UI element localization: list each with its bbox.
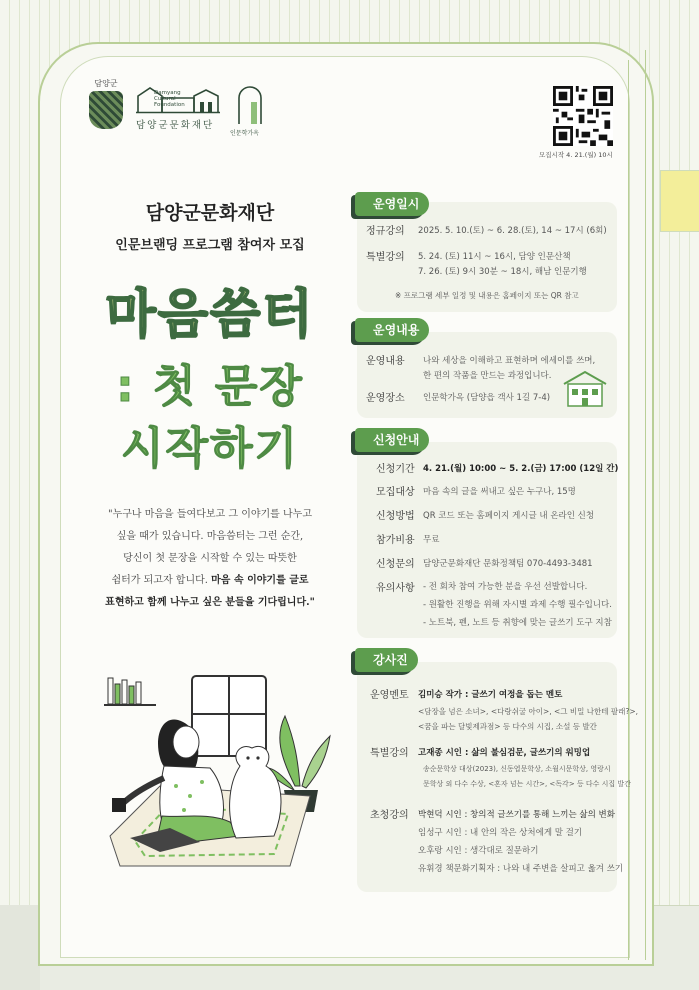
bookshelf-icon: [104, 678, 156, 705]
period-value: 4. 21.(월) 10:00 ~ 5. 2.(금) 17:00 (12일 간): [423, 464, 619, 474]
mentor-desc-1: <담장을 넘은 소녀>, <다랑쉬굴 아이>, <그 비밀 나한테 팔래?>,: [418, 707, 639, 716]
place-value: 인문학가옥 (담양읍 객사 1길 7-4): [423, 393, 551, 403]
inmun-house-name: 인문학가옥: [230, 130, 259, 137]
headline-line3: 시작하기: [120, 423, 299, 474]
damyang-seal-icon: [89, 91, 123, 129]
special-lecturer-desc-1: 송순문학상 대상(2023), 신동엽문학상, 소월시문학상, 영랑시: [423, 765, 611, 773]
window-icon: [192, 676, 266, 756]
arch-door-icon: [235, 84, 265, 126]
headline-line1: 마음씀터: [105, 285, 315, 345]
invited-label: 초청강의: [370, 810, 409, 821]
method-value: QR 코드 또는 홈페이지 게시글 내 온라인 신청: [423, 511, 595, 521]
invited-lecturer-3: 오후랑 시인 : 생각대로 질문하기: [418, 846, 539, 856]
content-value-1: 나와 세상을 이해하고 표현하며 에세이를 쓰며,: [423, 356, 596, 366]
contact-value: 담양군문화재단 문화정책팀 070-4493-3481: [423, 559, 593, 569]
fee-label: 참가비용: [376, 535, 415, 546]
note-2: - 원활한 진행을 위해 자시별 과제 수행 필수입니다.: [423, 600, 612, 610]
intro-quote: "누구나 마음을 들여다보고 그 이야기를 나누고 싶을 때가 있습니다. 마음씀터는 그런 순간, 당신이 첫 문장을 시작할 수 있는 따뜻한 쉼터가 되고자 합니다. 마음 속 이야기를 글로 표현하고 함께 나누고 싶은 분들을 기다립니다.": [105, 509, 315, 608]
organization-title: 담양군문화재단: [145, 202, 275, 224]
special-lecture-label: 특별강의: [366, 252, 405, 263]
house-building-icon: [562, 370, 608, 408]
reading-woman-illustration: [90, 666, 350, 876]
content-label: 운영내용: [366, 356, 405, 367]
method-label: 신청방법: [376, 511, 415, 522]
mentor-desc-2: <꿈을 파는 달빛제과점> 등 다수의 시집, 소설 등 발간: [418, 722, 597, 731]
special-lecturer-desc-2: 문학상 외 다수 수상, <혼자 넘는 시간>, <독각> 등 다수 시집 발간: [423, 780, 631, 788]
invited-lecturer-4: 유휘경 책문화기획자 : 나와 내 주변을 살피고 옮겨 쓰기: [418, 864, 624, 874]
floor-left-shadow: [0, 905, 40, 990]
notes-label: 유의사항: [376, 583, 415, 594]
side-tab-decoration: [660, 170, 699, 232]
special-lecturer-name: 고재종 시인 : 삶의 불심검문, 글쓰기의 워밍업: [418, 748, 591, 758]
lecturers-heading: 강사진: [355, 648, 418, 672]
special-lecture-value-1: 5. 24. (토) 11시 ~ 16시, 담양 인문산책: [418, 252, 571, 262]
schedule-heading: 운영일시: [355, 192, 429, 216]
damyang-logo: [86, 78, 126, 134]
regular-lecture-value: 2025. 5. 10.(토) ~ 6. 28.(토), 14 ~ 17시 (6회): [418, 226, 607, 236]
frame-edge-line-inner: [628, 60, 629, 960]
note-3: - 노트북, 펜, 노트 등 취향에 맞는 글쓰기 도구 지참: [423, 618, 612, 628]
schedule-note: ※ 프로그램 세부 일정 및 내용은 홈페이지 또는 QR 참고: [395, 291, 579, 300]
target-label: 모집대상: [376, 487, 415, 498]
cultural-foundation-logo: [136, 86, 222, 138]
place-label: 운영장소: [366, 393, 405, 404]
foundation-korean-name: 담양군문화재단: [136, 120, 215, 131]
inmun-house-logo: [230, 84, 270, 136]
apply-heading: 신청안내: [355, 428, 429, 452]
invited-lecturer-2: 임성구 시인 : 내 안의 작은 상처에게 말 걸기: [418, 828, 583, 838]
mentor-name: 김미승 작가 : 글쓰기 여정을 돕는 멘토: [418, 690, 563, 700]
content-heading: 운영내용: [355, 318, 429, 342]
note-1: - 전 회차 참여 가능한 분을 우선 선발합니다.: [423, 582, 588, 592]
regular-lecture-label: 정규강의: [366, 226, 405, 237]
special-lecturer-label: 특별강의: [370, 748, 409, 759]
qr-code-icon[interactable]: [553, 86, 613, 146]
special-lecture-value-2: 7. 26. (토) 9시 30분 ~ 18시, 해남 인문기행: [418, 267, 587, 277]
content-value-2: 한 편의 작품을 만드는 과정입니다.: [423, 371, 552, 381]
invited-lecturer-1: 박현덕 시인 : 창의적 글쓰기를 통해 느끼는 삶의 변화: [418, 810, 615, 820]
contact-label: 신청문의: [376, 559, 415, 570]
foundation-english-name: Damyang Cultural Foundation: [154, 90, 185, 108]
qr-caption: 모집시작 4. 21.(월) 10시: [539, 151, 613, 159]
frame-edge-line: [645, 50, 646, 960]
dog-figure: [230, 746, 281, 838]
mentor-label: 운영멘토: [370, 690, 409, 701]
period-label: 신청기간: [376, 464, 415, 475]
damyang-logo-text: 담양군: [94, 79, 118, 88]
fee-value: 무료: [423, 535, 440, 545]
target-value: 마음 속의 글을 써내고 싶은 누구나, 15명: [423, 487, 576, 497]
headline-line2: : 첫 문장: [116, 361, 304, 412]
program-subtitle: 인문브랜딩 프로그램 참여자 모집: [115, 238, 305, 253]
